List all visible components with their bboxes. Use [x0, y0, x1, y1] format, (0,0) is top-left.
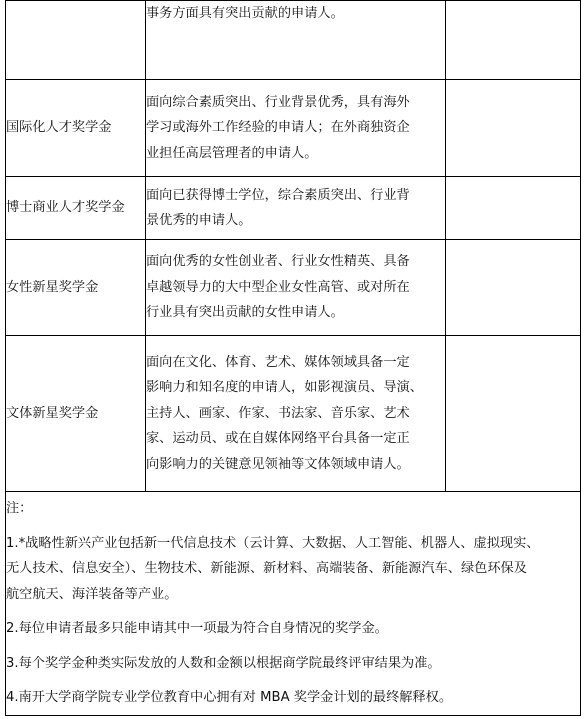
desc-line: 面向在文化、体育、艺术、媒体领域具备一定 [146, 354, 410, 370]
empty-cell [446, 80, 581, 177]
desc-line: 面向优秀的女性创业者、行业女性精英、具备 [146, 254, 410, 270]
empty-cell [446, 336, 581, 492]
note-item-1-line: 航空航天、海洋装备等产业。 [6, 586, 178, 602]
scholarship-desc-cell [146, 177, 446, 240]
scholarship-desc-cell [146, 80, 446, 177]
table-row [6, 336, 581, 492]
scholarship-name-cell: 国际化人才奖学金 [6, 80, 146, 177]
desc-line: 向影响力的关键意见领袖等文体领域申请人。 [146, 456, 410, 472]
scholarship-name-cell [6, 1, 146, 80]
scholarship-name-cell: 女性新星奖学金 [6, 240, 146, 336]
scholarship-table [5, 0, 581, 716]
table-row [6, 80, 581, 177]
scholarship-desc-cell [146, 240, 446, 336]
scholarship-name-cell: 文体新星奖学金 [6, 336, 146, 492]
notes-cell [6, 492, 581, 716]
notes-row [6, 492, 581, 716]
desc-line: 卓越领导力的大中型企业女性高管、或对所在 [146, 279, 410, 295]
note-item-1-line: 无人技术、信息安全）、生物技术、新能源、新材料、高端装备、新能源汽车、绿色环保及 [6, 561, 527, 577]
empty-cell [446, 177, 581, 240]
empty-cell [446, 240, 581, 336]
desc-line: 景优秀的申请人。 [146, 213, 252, 228]
table-row [6, 1, 581, 80]
desc-line: 主持人、画家、作家、书法家、音乐家、艺术 [146, 405, 410, 421]
note-item-1-line: 1.*战略性新兴产业包括新一代信息技术（云计算、大数据、人工智能、机器人、虚拟现实、 [6, 535, 540, 551]
desc-line: 面向综合素质突出、行业背景优秀，具有海外 [146, 94, 410, 110]
table-row [6, 240, 581, 336]
note-item-2: 2.每位申请者最多只能申请其中一项最为符合自身情况的奖学金。 [6, 621, 388, 637]
desc-line: 面向已获得博士学位，综合素质突出、行业背 [146, 187, 410, 203]
scholarship-name-cell: 博士商业人才奖学金 [6, 177, 146, 240]
table-row [6, 177, 581, 240]
desc-line: 影响力和知名度的申请人，如影视演员、导演、 [146, 380, 423, 396]
desc-line: 学习或海外工作经验的申请人；在外商独资企 [146, 120, 410, 136]
desc-line: 家、运动员、或在自媒体网络平台具备一定正 [146, 431, 410, 447]
scholarship-desc-cell [146, 1, 446, 80]
notes-heading: 注： [6, 501, 33, 517]
desc-line: 事务方面具有突出贡献的申请人。 [146, 6, 344, 21]
note-item-3: 3.每个奖学金种类实际发放的人数和金额以根据商学院最终评审结果为准。 [6, 655, 441, 671]
desc-line: 行业具有突出贡献的女性申请人。 [146, 305, 344, 321]
desc-line: 业担任高层管理者的申请人。 [146, 145, 318, 161]
empty-cell [446, 1, 581, 80]
scholarship-desc-cell [146, 336, 446, 492]
note-item-4: 4.南开大学商学院专业学位教育中心拥有对 MBA 奖学金计划的最终解释权。 [6, 690, 453, 706]
